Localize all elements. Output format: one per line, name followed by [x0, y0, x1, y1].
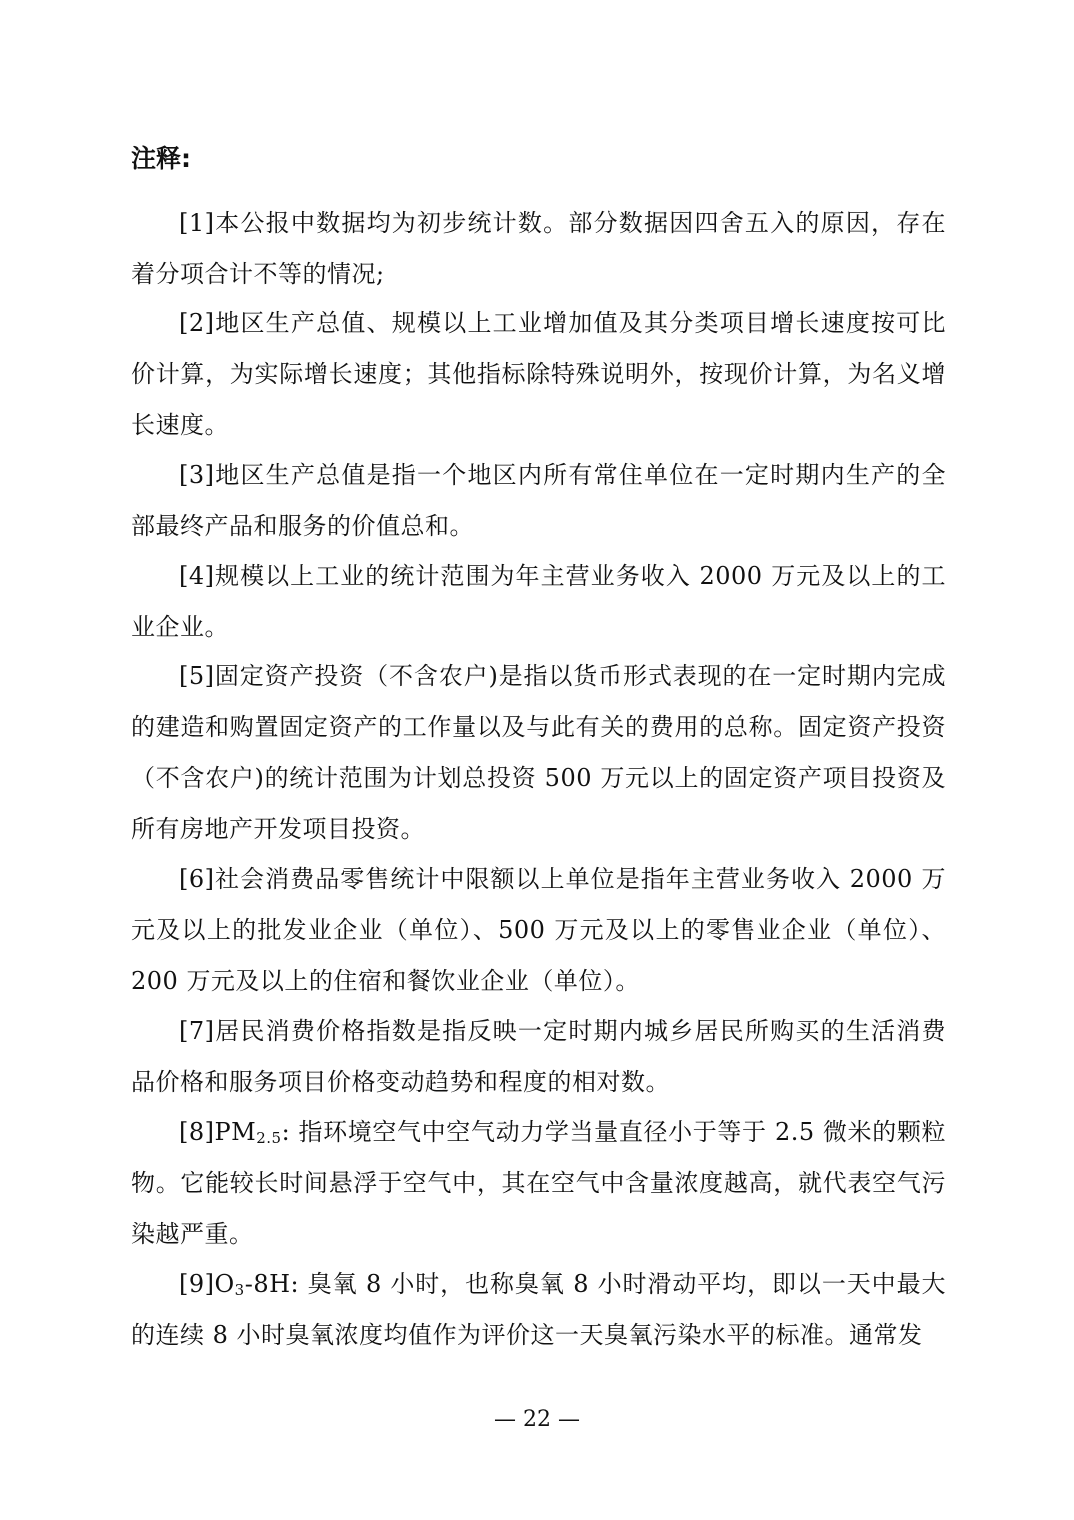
note-8-text: : 指环境空气中空气动力学当量直径小于等于 2.5 微米的颗粒物。它能较长时间悬浮于空气中，其在空气中含量浓度越高，就代表空气污染越严重。 [131, 1118, 946, 1248]
note-5: [5]固定资产投资（不含农户)是指以货币形式表现的在一定时期内完成的建造和购置固定资产的工作量以及与此有关的费用的总称。固定资产投资（不含农户)的统计范围为计划总投资 500 万元以上的固定资产项目投资及所有房地产开发项目投资。 [131, 662, 946, 843]
note-9-prefix: [9]O [179, 1270, 235, 1298]
note-3: [3]地区生产总值是指一个地区内所有常住单位在一定时期内生产的全部最终产品和服务的价值总和。 [131, 461, 946, 540]
note-9 [131, 1259, 946, 1361]
note-6: [6]社会消费品零售统计中限额以上单位是指年主营业务收入 2000 万元及以上的批发业企业（单位）、500 万元及以上的零售业企业（单位）、200 万元及以上的住宿和餐饮业企业（单位）。 [131, 865, 946, 995]
note-8 [131, 1107, 946, 1260]
note-9-text: -8H: 臭氧 8 小时，也称臭氧 8 小时滑动平均，即以一天中最大的连续 8 小时臭氧浓度均值作为评价这一天臭氧污染水平的标准。通常发 [131, 1270, 946, 1349]
notes-heading: 注释: [131, 144, 191, 173]
note-8-subscript: 2.5 [256, 1129, 282, 1147]
note-7: [7]居民消费价格指数是指反映一定时期内城乡居民所购买的生活消费品价格和服务项目价格变动趋势和程度的相对数。 [131, 1017, 946, 1096]
note-4: [4]规模以上工业的统计范围为年主营业务收入 2000 万元及以上的工业企业。 [131, 562, 946, 641]
note-8-prefix: [8]PM [179, 1118, 257, 1146]
page-number: — 22 — [494, 1407, 580, 1432]
note-1: [1]本公报中数据均为初步统计数。部分数据因四舍五入的原因，存在着分项合计不等的情况; [131, 209, 946, 288]
note-2: [2]地区生产总值、规模以上工业增加值及其分类项目增长速度按可比价计算，为实际增长速度；其他指标除特殊说明外，按现价计算，为名义增长速度。 [131, 309, 946, 439]
note-9-subscript: 3 [234, 1281, 245, 1299]
